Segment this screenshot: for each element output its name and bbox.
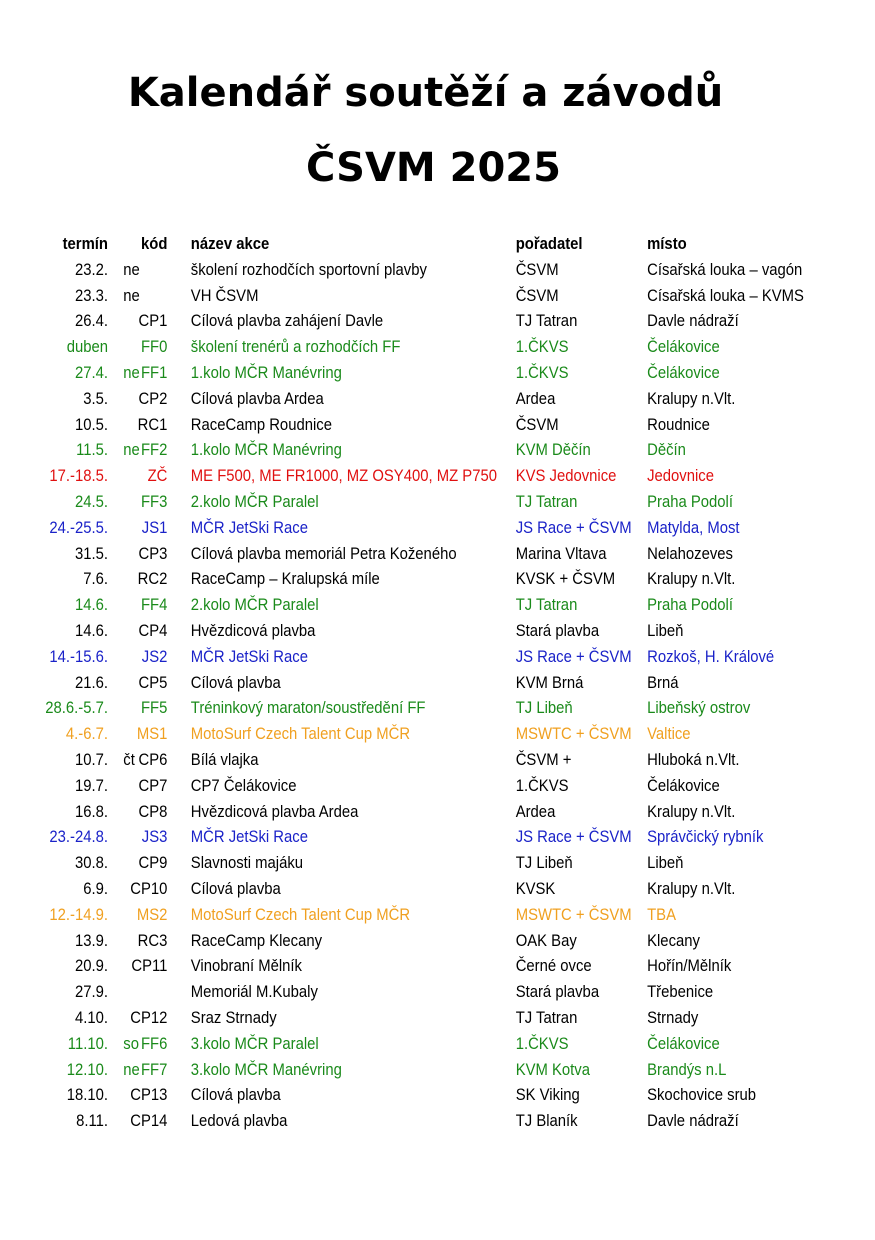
row-date: 6.9.	[83, 879, 108, 898]
table-row	[0, 954, 875, 980]
table-row	[0, 387, 875, 413]
table-row	[0, 284, 875, 310]
table-row	[0, 774, 875, 800]
row-code: FF1	[140, 363, 168, 382]
row-organizer: Stará plavba	[515, 621, 600, 640]
table-row	[0, 980, 875, 1006]
row-name: RaceCamp – Kralupská míle	[190, 570, 380, 589]
row-date: 13.9.	[74, 931, 108, 950]
row-place: Hořín/Mělník	[647, 957, 732, 976]
row-name: Cílová plavba zahájení Davle	[190, 312, 384, 331]
row-organizer: 1.ČKVS	[515, 776, 569, 795]
row-place: Libeň	[647, 621, 684, 640]
table-row	[0, 722, 875, 748]
row-date: 11.5.	[76, 441, 108, 460]
row-date: 28.6.-5.7.	[45, 699, 108, 718]
row-name: 2.kolo MČR Paralel	[190, 596, 319, 615]
row-organizer: TJ Tatran	[515, 596, 578, 615]
table-row	[0, 800, 875, 826]
row-organizer: TJ Libeň	[515, 854, 573, 873]
table-row	[0, 542, 875, 568]
row-code: RC2	[137, 570, 168, 589]
row-day: čt	[123, 750, 135, 769]
row-place: Císařská louka – KVMS	[647, 286, 804, 305]
table-row	[0, 258, 875, 284]
table-row	[0, 619, 875, 645]
row-name: Cílová plavba	[190, 879, 281, 898]
row-place: Klecany	[647, 931, 700, 950]
row-date: 12.10.	[66, 1060, 108, 1079]
row-place: Praha Podolí	[647, 596, 733, 615]
row-name: ME F500, ME FR1000, MZ OSY400, MZ P750	[190, 467, 497, 486]
calendar-table	[0, 232, 875, 1135]
row-name: MotoSurf Czech Talent Cup MČR	[190, 905, 411, 924]
table-row	[0, 516, 875, 542]
row-place: Roudnice	[647, 415, 710, 434]
row-place: Brandýs n.L	[647, 1060, 727, 1079]
row-code: RC1	[137, 415, 168, 434]
header-date: termín	[62, 235, 108, 253]
row-name: 3.kolo MČR Paralel	[190, 1034, 319, 1053]
row-date: 23.2.	[74, 260, 108, 279]
row-code: CP11	[131, 957, 168, 976]
row-name: 1.kolo MČR Manévring	[190, 441, 342, 460]
row-date: duben	[66, 338, 108, 357]
row-code: FF7	[140, 1060, 168, 1079]
row-date: 30.8.	[74, 854, 108, 873]
row-date: 18.10.	[66, 1086, 108, 1105]
table-row	[0, 903, 875, 929]
row-place: Nelahozeves	[647, 544, 733, 563]
row-date: 3.5.	[83, 389, 108, 408]
row-day: ne	[123, 1060, 140, 1079]
row-place: Strnady	[647, 1008, 699, 1027]
row-day: ne	[123, 363, 140, 382]
row-place: Správčický rybník	[647, 828, 764, 847]
table-row	[0, 696, 875, 722]
header-organizer: pořadatel	[515, 235, 583, 253]
row-code: FF5	[140, 699, 168, 718]
row-organizer: OAK Bay	[515, 931, 577, 950]
table-row	[0, 335, 875, 361]
row-name: RaceCamp Roudnice	[190, 415, 332, 434]
row-organizer: KVM Kotva	[515, 1060, 590, 1079]
header-place: místo	[647, 235, 687, 253]
table-row	[0, 825, 875, 851]
row-day: ne	[123, 260, 140, 279]
table-row	[0, 1032, 875, 1058]
row-place: Čelákovice	[647, 1034, 720, 1053]
row-place: Rozkoš, H. Králové	[647, 647, 775, 666]
row-organizer: JS Race + ČSVM	[515, 828, 632, 847]
row-code: FF6	[140, 1034, 168, 1053]
row-date: 27.4.	[74, 363, 108, 382]
row-organizer: TJ Blaník	[515, 1112, 578, 1131]
row-organizer: 1.ČKVS	[515, 338, 569, 357]
row-date: 20.9.	[74, 957, 108, 976]
row-organizer: MSWTC + ČSVM	[515, 905, 632, 924]
row-date: 7.6.	[83, 570, 108, 589]
table-row	[0, 490, 875, 516]
row-name: Memoriál M.Kubaly	[190, 983, 318, 1002]
row-place: Kralupy n.Vlt.	[647, 879, 736, 898]
row-date: 11.10.	[67, 1034, 108, 1053]
row-code: CP1	[138, 312, 168, 331]
row-name: MČR JetSki Race	[190, 647, 308, 666]
row-place: Čelákovice	[647, 776, 720, 795]
row-date: 4.10.	[74, 1008, 108, 1027]
table-body	[0, 258, 875, 1135]
row-place: Čelákovice	[647, 338, 720, 357]
row-date: 19.7.	[74, 776, 108, 795]
row-name: Cílová plavba	[190, 673, 281, 692]
row-date: 17.-18.5.	[49, 467, 108, 486]
row-name: Ledová plavba	[190, 1112, 288, 1131]
row-place: Davle nádraží	[647, 1112, 739, 1131]
row-organizer: SK Viking	[515, 1086, 580, 1105]
row-place: Kralupy n.Vlt.	[647, 389, 736, 408]
row-organizer: ČSVM	[515, 260, 559, 279]
row-code: CP3	[138, 544, 168, 563]
table-row	[0, 671, 875, 697]
row-name: RaceCamp Klecany	[190, 931, 323, 950]
row-name: MotoSurf Czech Talent Cup MČR	[190, 725, 411, 744]
row-place: Kralupy n.Vlt.	[647, 802, 736, 821]
row-code: CP12	[130, 1008, 168, 1027]
row-code: MS2	[136, 905, 168, 924]
row-place: Davle nádraží	[647, 312, 739, 331]
row-code: FF0	[140, 338, 168, 357]
table-row	[0, 464, 875, 490]
row-code: CP5	[138, 673, 168, 692]
row-name: MČR JetSki Race	[190, 518, 308, 537]
table-header	[0, 232, 875, 258]
table-row	[0, 748, 875, 774]
table-row	[0, 1083, 875, 1109]
row-organizer: KVSK	[515, 879, 556, 898]
table-row	[0, 929, 875, 955]
row-place: Brná	[647, 673, 679, 692]
row-organizer: JS Race + ČSVM	[515, 647, 632, 666]
row-organizer: Marina Vltava	[515, 544, 607, 563]
row-date: 26.4.	[74, 312, 108, 331]
row-date: 10.7.	[74, 750, 108, 769]
table-row	[0, 1109, 875, 1135]
row-date: 23.3.	[74, 286, 108, 305]
row-place: TBA	[647, 905, 676, 924]
row-code: ZČ	[147, 467, 168, 486]
row-date: 10.5.	[74, 415, 108, 434]
row-code: JS3	[141, 828, 168, 847]
row-date: 14.6.	[74, 596, 108, 615]
row-organizer: Ardea	[515, 802, 556, 821]
row-place: Praha Podolí	[647, 492, 733, 511]
row-date: 24.-25.5.	[49, 518, 108, 537]
row-organizer: ČSVM	[515, 286, 559, 305]
row-organizer: KVM Děčín	[515, 441, 591, 460]
row-name: 3.kolo MČR Manévring	[190, 1060, 342, 1079]
table-row	[0, 1006, 875, 1032]
row-date: 23.-24.8.	[49, 828, 108, 847]
table-row	[0, 361, 875, 387]
row-organizer: ČSVM +	[515, 750, 572, 769]
row-name: Bílá vlajka	[190, 750, 259, 769]
row-date: 24.5.	[74, 492, 108, 511]
row-place: Hluboká n.Vlt.	[647, 750, 740, 769]
row-date: 14.6.	[74, 621, 108, 640]
row-name: školení trenérů a rozhodčích FF	[190, 338, 401, 357]
row-name: Cílová plavba	[190, 1086, 281, 1105]
row-name: MČR JetSki Race	[190, 828, 308, 847]
row-code: CP9	[138, 854, 168, 873]
row-name: Cílová plavba Ardea	[190, 389, 324, 408]
page-title: Kalendář soutěží a závodů	[127, 70, 724, 116]
table-row	[0, 413, 875, 439]
row-organizer: JS Race + ČSVM	[515, 518, 632, 537]
row-code: JS1	[141, 518, 168, 537]
row-code: CP7	[138, 776, 168, 795]
row-organizer: ČSVM	[515, 415, 559, 434]
row-place: Kralupy n.Vlt.	[647, 570, 736, 589]
row-date: 27.9.	[74, 983, 108, 1002]
row-organizer: Černé ovce	[515, 957, 592, 976]
table-row	[0, 593, 875, 619]
row-place: Valtice	[647, 725, 691, 744]
row-date: 16.8.	[74, 802, 108, 821]
row-day: ne	[123, 286, 140, 305]
table-row	[0, 1058, 875, 1084]
row-code: FF4	[140, 596, 168, 615]
row-code: CP10	[130, 879, 168, 898]
row-date: 12.-14.9.	[49, 905, 108, 924]
row-place: Libeň	[647, 854, 684, 873]
row-place: Jedovnice	[647, 467, 714, 486]
row-organizer: KVM Brná	[515, 673, 584, 692]
row-code: CP6	[138, 750, 168, 769]
row-name: 2.kolo MČR Paralel	[190, 492, 319, 511]
row-code: CP2	[138, 389, 168, 408]
row-day: ne	[123, 441, 140, 460]
row-place: Čelákovice	[647, 363, 720, 382]
row-organizer: TJ Tatran	[515, 492, 578, 511]
row-organizer: Stará plavba	[515, 983, 600, 1002]
row-organizer: MSWTC + ČSVM	[515, 725, 632, 744]
row-code: FF3	[140, 492, 168, 511]
row-place: Třebenice	[647, 983, 714, 1002]
row-place: Matylda, Most	[647, 518, 740, 537]
row-organizer: 1.ČKVS	[515, 363, 569, 382]
table-row	[0, 438, 875, 464]
table-row	[0, 877, 875, 903]
page-subtitle: ČSVM 2025	[306, 145, 561, 191]
table-row	[0, 851, 875, 877]
row-code: JS2	[141, 647, 168, 666]
row-code: RC3	[137, 931, 168, 950]
row-organizer: Ardea	[515, 389, 556, 408]
row-place: Skochovice srub	[647, 1086, 757, 1105]
row-date: 14.-15.6.	[49, 647, 108, 666]
row-code: CP13	[130, 1086, 168, 1105]
row-day: so	[123, 1034, 139, 1053]
row-organizer: TJ Tatran	[515, 1008, 578, 1027]
row-name: CP7 Čelákovice	[190, 776, 297, 795]
table-row	[0, 309, 875, 335]
table-row	[0, 567, 875, 593]
row-place: Libeňský ostrov	[647, 699, 751, 718]
row-place: Děčín	[647, 441, 686, 460]
table-row	[0, 645, 875, 671]
row-name: Slavnosti majáku	[190, 854, 304, 873]
row-code: CP4	[138, 621, 168, 640]
row-date: 8.11.	[76, 1112, 108, 1131]
row-date: 4.-6.7.	[65, 725, 108, 744]
header-name: název akce	[190, 235, 270, 253]
row-organizer: TJ Tatran	[515, 312, 578, 331]
row-name: Tréninkový maraton/soustředění FF	[190, 699, 426, 718]
row-date: 31.5.	[74, 544, 108, 563]
row-code: CP8	[138, 802, 168, 821]
row-name: 1.kolo MČR Manévring	[190, 363, 342, 382]
row-organizer: 1.ČKVS	[515, 1034, 569, 1053]
row-name: Hvězdicová plavba	[190, 621, 316, 640]
row-organizer: KVSK + ČSVM	[515, 570, 616, 589]
row-code: CP14	[130, 1112, 168, 1131]
row-name: Sraz Strnady	[190, 1008, 277, 1027]
row-organizer: KVS Jedovnice	[515, 467, 617, 486]
row-code: FF2	[140, 441, 168, 460]
row-organizer: TJ Libeň	[515, 699, 573, 718]
row-place: Císařská louka – vagón	[647, 260, 803, 279]
row-code: MS1	[136, 725, 168, 744]
row-date: 21.6.	[74, 673, 108, 692]
row-name: školení rozhodčích sportovní plavby	[190, 260, 427, 279]
header-code: kód	[140, 235, 168, 253]
row-name: VH ČSVM	[190, 286, 259, 305]
row-name: Cílová plavba memoriál Petra Koženého	[190, 544, 457, 563]
row-name: Hvězdicová plavba Ardea	[190, 802, 359, 821]
row-name: Vinobraní Mělník	[190, 957, 302, 976]
